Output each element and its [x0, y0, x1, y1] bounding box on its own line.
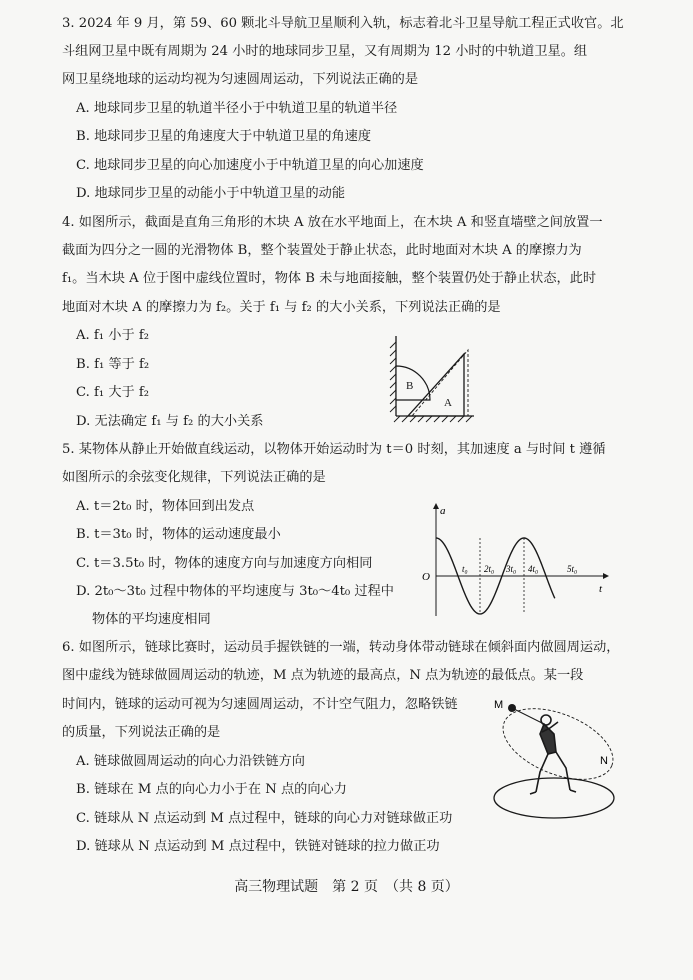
q6-stem-line-3: 时间内，链球的运动可视为匀速圆周运动，不计空气阻力，忽略铁链 [62, 697, 458, 712]
q5-stem-line-1: 5. 某物体从静止开始做直线运动，以物体开始运动时为 t＝0 时刻，其加速度 a 与时间 t 遵循 [62, 442, 606, 457]
q4-stem-line-2: 截面为四分之一圆的光滑物体 B，整个装置处于静止状态，此时地面对木块 A 的摩擦力为 [62, 243, 582, 258]
tick-t0: t₀ [462, 564, 468, 574]
q6-option-b: B. 链球在 M 点的向心力小于在 N 点的向心力 [76, 782, 347, 797]
origin-label: O [422, 571, 430, 583]
q5-cosine-graph [418, 500, 614, 618]
x-axis-label: t [599, 583, 603, 595]
q4-option-a: A. f₁ 小于 f₂ [76, 328, 150, 343]
label-b: B [406, 380, 414, 392]
q3-stem-line-1: 3. 2024 年 9 月，第 59、60 颗北斗导航卫星顺利入轨，标志着北斗卫星导航工程正式收官。北 [62, 16, 624, 31]
athlete [530, 715, 576, 794]
q3-option-c: C. 地球同步卫星的向心加速度小于中轨道卫星的向心加速度 [76, 158, 424, 173]
q3-stem-line-3: 网卫星绕地球的运动均视为匀速圆周运动，下列说法正确的是 [62, 72, 419, 87]
q6-option-c: C. 链球从 N 点运动到 M 点过程中，链球的向心力对链球做正功 [76, 811, 453, 826]
q5-option-d-line-2: 物体的平均速度相同 [92, 612, 211, 627]
ground-hatching [394, 416, 472, 422]
q6-hammer-throw-figure [488, 694, 628, 826]
q6-stem-line-1: 6. 如图所示，链球比赛时，运动员手握铁链的一端，转动身体带动链球在倾斜面内做圆周运动， [62, 640, 620, 655]
throwing-circle [494, 778, 614, 818]
wall-hatching [390, 342, 396, 412]
tick-4t0: 4t₀ [528, 564, 539, 574]
label-a: A [444, 397, 452, 409]
label-n: N [600, 755, 608, 767]
q5-stem-line-2: 如图所示的余弦变化规律，下列说法正确的是 [62, 470, 326, 485]
q5-option-c: C. t＝3.5t₀ 时，物体的速度方向与加速度方向相同 [76, 556, 373, 571]
q4-option-b: B. f₁ 等于 f₂ [76, 357, 150, 372]
q4-option-c: C. f₁ 大于 f₂ [76, 385, 150, 400]
q6-option-d: D. 链球从 N 点运动到 M 点过程中，铁链对链球的拉力做正功 [76, 839, 440, 854]
q3-option-a: A. 地球同步卫星的轨道半径小于中轨道卫星的轨道半径 [76, 101, 398, 116]
q5-option-a: A. t＝2t₀ 时，物体回到出发点 [76, 499, 255, 514]
q4-stem-line-3: f₁。当木块 A 位于图中虚线位置时，物体 B 未与地面接触，整个装置仍处于静止状态，此时 [62, 271, 597, 286]
q6-stem-line-4: 的质量，下列说法正确的是 [62, 725, 221, 740]
q6-option-a: A. 链球做圆周运动的向心力沿铁链方向 [76, 754, 305, 769]
q4-option-d: D. 无法确定 f₁ 与 f₂ 的大小关系 [76, 414, 264, 429]
q3-option-d: D. 地球同步卫星的动能小于中轨道卫星的动能 [76, 186, 346, 201]
q3-stem-line-2: 斗组网卫星中既有周期为 24 小时的地球同步卫星，又有周期为 12 小时的中轨道卫星。组 [62, 44, 588, 59]
q4-stem-line-4: 地面对木块 A 的摩擦力为 f₂。关于 f₁ 与 f₂ 的大小关系，下列说法正确的是 [62, 300, 501, 315]
tick-3t0: 3t₀ [506, 564, 517, 574]
q5-option-d-line-1: D. 2t₀～3t₀ 过程中物体的平均速度与 3t₀～4t₀ 过程中 [76, 584, 394, 599]
tick-5t0: 5t₀ [567, 564, 578, 574]
tick-2t0: 2t₀ [484, 564, 495, 574]
q4-wedge-figure [388, 332, 480, 426]
q4-stem-line-1: 4. 如图所示，截面是直角三角形的木块 A 放在水平地面上，在木块 A 和竖直墙壁之间放置一 [62, 215, 603, 230]
label-m: M [494, 699, 504, 711]
q5-option-b: B. t＝3t₀ 时，物体的运动速度最小 [76, 527, 281, 542]
q6-stem-line-2: 图中虚线为链球做圆周运动的轨迹，M 点为轨迹的最高点，N 点为轨迹的最低点。某一段 [62, 668, 584, 683]
hammer-chain [512, 708, 544, 724]
q3-option-b: B. 地球同步卫星的角速度大于中轨道卫星的角速度 [76, 129, 372, 144]
page-footer: 高三物理试题 第 2 页 （共 8 页） [234, 879, 459, 895]
y-axis-label: a [440, 505, 446, 517]
